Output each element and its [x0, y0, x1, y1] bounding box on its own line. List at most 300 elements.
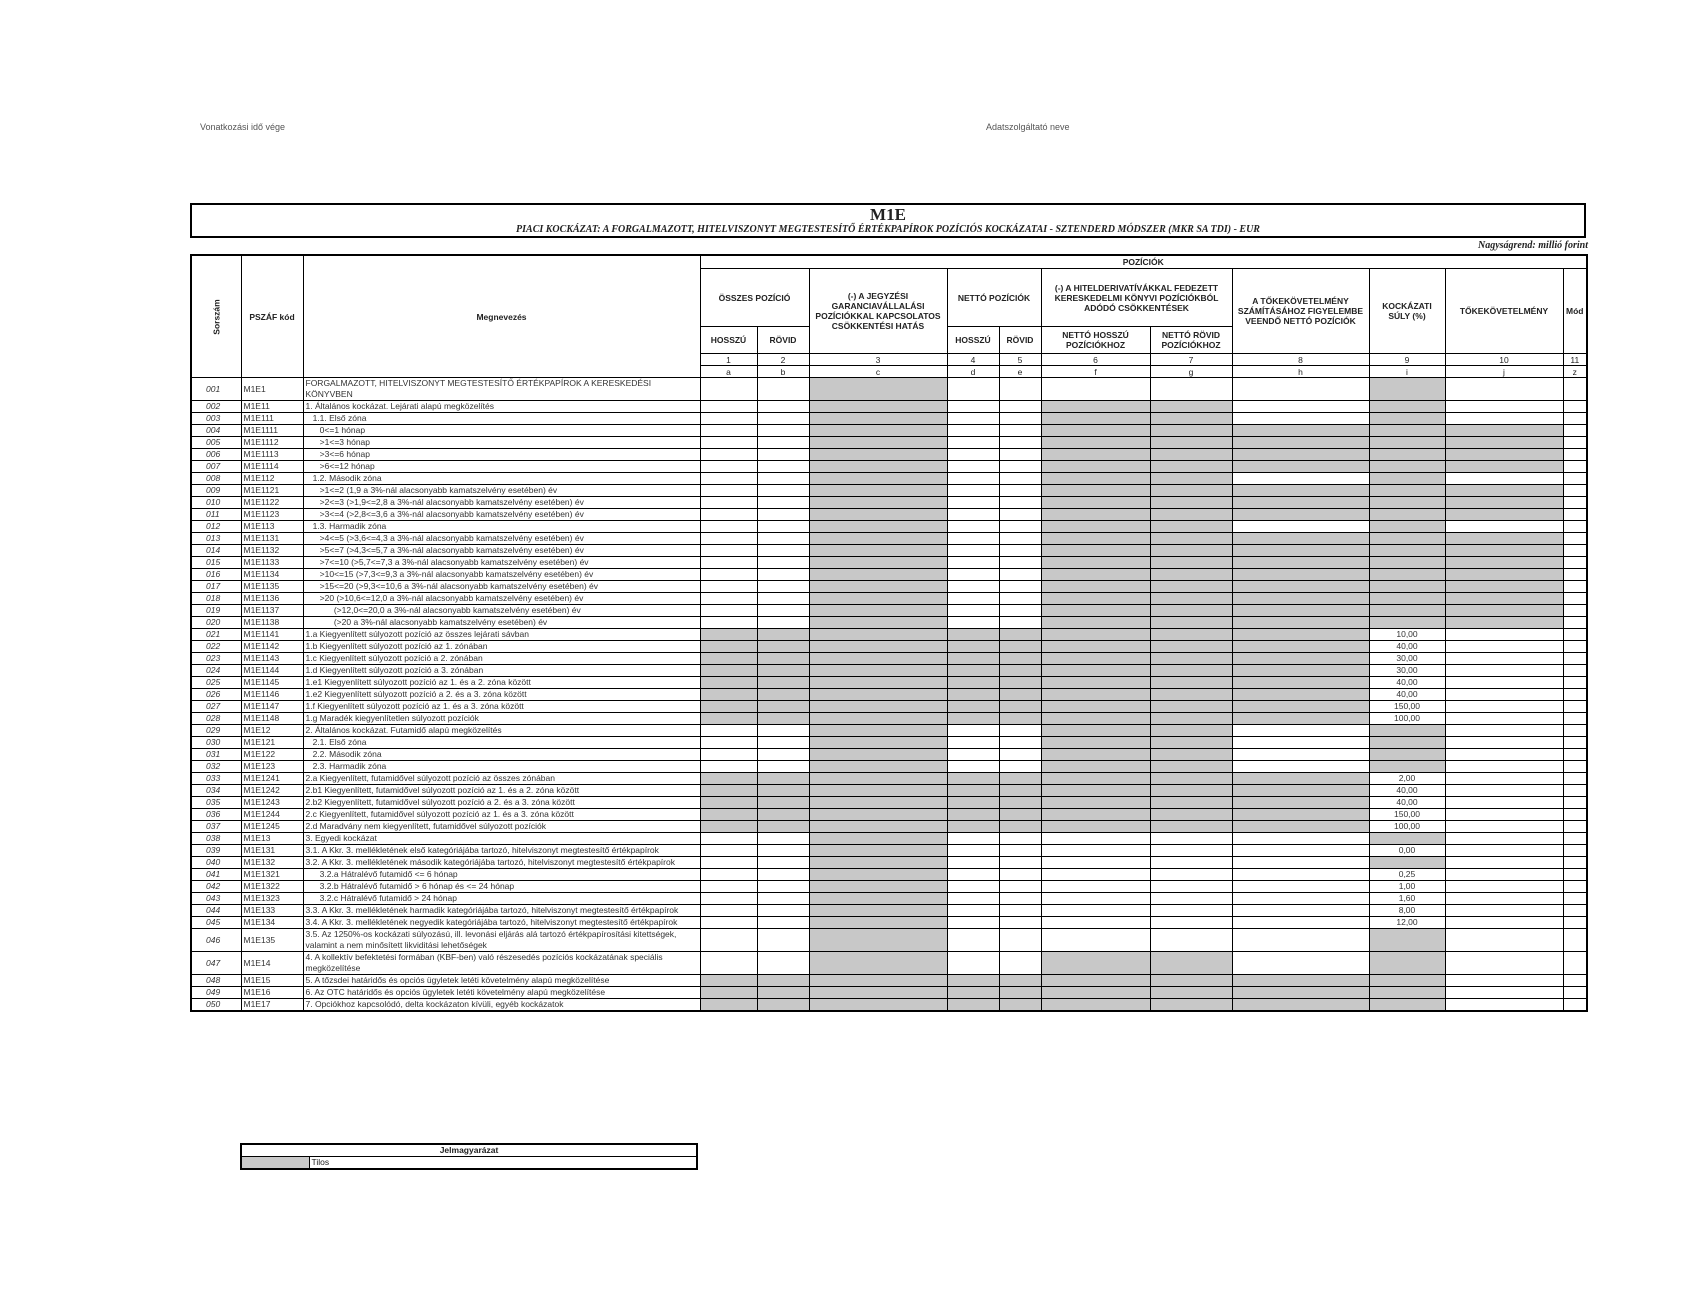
- data-cell[interactable]: [1150, 857, 1232, 869]
- data-cell[interactable]: [757, 761, 809, 773]
- data-cell[interactable]: [947, 569, 999, 581]
- data-cell[interactable]: [947, 905, 999, 917]
- forbidden-cell: [700, 641, 757, 653]
- data-cell[interactable]: [1445, 975, 1563, 987]
- data-cell[interactable]: [947, 917, 999, 929]
- data-cell[interactable]: [700, 833, 757, 845]
- data-cell[interactable]: [700, 881, 757, 893]
- data-cell[interactable]: [999, 881, 1041, 893]
- data-cell[interactable]: [1232, 473, 1369, 485]
- data-cell[interactable]: [700, 917, 757, 929]
- data-cell[interactable]: [700, 581, 757, 593]
- data-cell[interactable]: [757, 857, 809, 869]
- data-cell[interactable]: [1563, 545, 1587, 557]
- data-cell[interactable]: 1,00: [1369, 881, 1445, 893]
- data-cell[interactable]: [947, 557, 999, 569]
- data-cell[interactable]: [1563, 773, 1587, 785]
- data-cell[interactable]: [999, 449, 1041, 461]
- data-cell[interactable]: [700, 545, 757, 557]
- data-cell[interactable]: [1445, 821, 1563, 833]
- data-cell[interactable]: [1041, 929, 1150, 952]
- data-cell[interactable]: [1445, 701, 1563, 713]
- data-cell[interactable]: [999, 545, 1041, 557]
- data-cell[interactable]: [947, 737, 999, 749]
- data-cell[interactable]: [700, 497, 757, 509]
- data-cell[interactable]: [947, 761, 999, 773]
- data-cell[interactable]: [757, 869, 809, 881]
- data-cell[interactable]: [700, 569, 757, 581]
- data-cell[interactable]: 40,00: [1369, 641, 1445, 653]
- data-cell[interactable]: [700, 869, 757, 881]
- data-cell[interactable]: [700, 533, 757, 545]
- data-cell[interactable]: [1041, 869, 1150, 881]
- data-cell[interactable]: [757, 413, 809, 425]
- data-cell[interactable]: [700, 521, 757, 533]
- data-cell[interactable]: [1563, 761, 1587, 773]
- data-cell[interactable]: [1445, 665, 1563, 677]
- data-cell[interactable]: [1041, 833, 1150, 845]
- data-cell[interactable]: [1232, 881, 1369, 893]
- data-cell[interactable]: [700, 509, 757, 521]
- data-cell[interactable]: [700, 593, 757, 605]
- data-cell[interactable]: [757, 725, 809, 737]
- data-cell[interactable]: [1445, 905, 1563, 917]
- data-cell[interactable]: [757, 917, 809, 929]
- data-cell[interactable]: [1563, 569, 1587, 581]
- data-cell[interactable]: [999, 845, 1041, 857]
- data-cell[interactable]: [999, 737, 1041, 749]
- data-cell[interactable]: [1445, 629, 1563, 641]
- data-cell[interactable]: [1563, 629, 1587, 641]
- data-cell[interactable]: [757, 473, 809, 485]
- data-cell[interactable]: [757, 845, 809, 857]
- data-cell[interactable]: [757, 569, 809, 581]
- forbidden-cell: [1369, 545, 1445, 557]
- data-cell[interactable]: [700, 473, 757, 485]
- data-cell[interactable]: [1150, 905, 1232, 917]
- data-cell[interactable]: [1041, 917, 1150, 929]
- data-cell[interactable]: [757, 401, 809, 413]
- data-cell[interactable]: [947, 533, 999, 545]
- data-cell[interactable]: [1563, 401, 1587, 413]
- data-cell[interactable]: [757, 893, 809, 905]
- data-cell[interactable]: [700, 725, 757, 737]
- data-cell[interactable]: [999, 917, 1041, 929]
- data-cell[interactable]: [700, 485, 757, 497]
- data-cell[interactable]: [700, 401, 757, 413]
- col-header-sorszam: Sorszám: [191, 255, 241, 378]
- data-cell[interactable]: [947, 749, 999, 761]
- data-cell[interactable]: [1563, 905, 1587, 917]
- data-cell[interactable]: [757, 437, 809, 449]
- data-cell[interactable]: 100,00: [1369, 821, 1445, 833]
- data-cell[interactable]: [999, 533, 1041, 545]
- data-cell[interactable]: [947, 497, 999, 509]
- data-cell[interactable]: [1041, 845, 1150, 857]
- data-cell[interactable]: [700, 605, 757, 617]
- table-row: [191, 952, 1587, 975]
- data-cell[interactable]: [1232, 725, 1369, 737]
- data-cell[interactable]: [1563, 881, 1587, 893]
- data-cell[interactable]: [1563, 449, 1587, 461]
- data-cell[interactable]: [1563, 725, 1587, 737]
- data-cell[interactable]: [700, 413, 757, 425]
- data-cell[interactable]: [999, 425, 1041, 437]
- data-cell[interactable]: [1563, 845, 1587, 857]
- data-cell[interactable]: [1563, 999, 1587, 1012]
- data-cell[interactable]: [999, 869, 1041, 881]
- data-cell[interactable]: [1445, 857, 1563, 869]
- data-cell[interactable]: 0,25: [1369, 869, 1445, 881]
- data-cell[interactable]: [999, 893, 1041, 905]
- data-cell[interactable]: [1150, 378, 1232, 401]
- data-cell[interactable]: [999, 473, 1041, 485]
- data-cell[interactable]: [999, 461, 1041, 473]
- data-cell[interactable]: [947, 473, 999, 485]
- data-cell[interactable]: [1232, 893, 1369, 905]
- data-cell[interactable]: [947, 378, 999, 401]
- data-cell[interactable]: 30,00: [1369, 653, 1445, 665]
- data-cell[interactable]: [1563, 593, 1587, 605]
- data-cell[interactable]: [999, 569, 1041, 581]
- data-cell[interactable]: [757, 533, 809, 545]
- data-cell[interactable]: [700, 378, 757, 401]
- data-cell[interactable]: [947, 952, 999, 975]
- data-cell[interactable]: [1150, 881, 1232, 893]
- data-cell[interactable]: [1445, 713, 1563, 725]
- row-code: M1E1244: [241, 809, 303, 821]
- forbidden-cell: [999, 797, 1041, 809]
- data-cell[interactable]: [1563, 425, 1587, 437]
- data-cell[interactable]: [1563, 437, 1587, 449]
- data-cell[interactable]: 40,00: [1369, 677, 1445, 689]
- data-cell[interactable]: [1041, 857, 1150, 869]
- data-cell[interactable]: [947, 893, 999, 905]
- data-cell[interactable]: [999, 413, 1041, 425]
- forbidden-cell: [1445, 545, 1563, 557]
- data-cell[interactable]: [1445, 809, 1563, 821]
- data-cell[interactable]: [999, 593, 1041, 605]
- data-cell[interactable]: [1041, 378, 1150, 401]
- data-cell[interactable]: [1563, 749, 1587, 761]
- data-cell[interactable]: [947, 461, 999, 473]
- data-cell[interactable]: [1563, 952, 1587, 975]
- data-cell[interactable]: [1232, 737, 1369, 749]
- data-cell[interactable]: [1563, 929, 1587, 952]
- data-cell[interactable]: [1563, 485, 1587, 497]
- data-cell[interactable]: [1232, 413, 1369, 425]
- data-cell[interactable]: [1445, 677, 1563, 689]
- data-cell[interactable]: [947, 413, 999, 425]
- data-cell[interactable]: [757, 461, 809, 473]
- data-cell[interactable]: [757, 485, 809, 497]
- data-cell[interactable]: [700, 893, 757, 905]
- forbidden-cell: [1150, 689, 1232, 701]
- data-cell[interactable]: [947, 857, 999, 869]
- data-cell[interactable]: [999, 857, 1041, 869]
- data-cell[interactable]: [1232, 833, 1369, 845]
- data-cell[interactable]: [1563, 701, 1587, 713]
- forbidden-cell: [1150, 497, 1232, 509]
- forbidden-cell: [1369, 449, 1445, 461]
- data-cell[interactable]: [1445, 999, 1563, 1012]
- forbidden-cell: [947, 785, 999, 797]
- data-cell[interactable]: [1232, 857, 1369, 869]
- data-cell[interactable]: [700, 952, 757, 975]
- data-cell[interactable]: 150,00: [1369, 809, 1445, 821]
- data-cell[interactable]: [1563, 665, 1587, 677]
- data-cell[interactable]: [1563, 987, 1587, 999]
- data-cell[interactable]: 30,00: [1369, 665, 1445, 677]
- data-cell[interactable]: [1445, 689, 1563, 701]
- data-cell[interactable]: [947, 425, 999, 437]
- data-cell[interactable]: [757, 749, 809, 761]
- data-cell[interactable]: 12,00: [1369, 917, 1445, 929]
- data-cell[interactable]: [947, 545, 999, 557]
- data-cell[interactable]: [1232, 869, 1369, 881]
- data-cell[interactable]: [947, 869, 999, 881]
- data-cell[interactable]: [1232, 952, 1369, 975]
- data-cell[interactable]: [1563, 497, 1587, 509]
- data-cell[interactable]: [1563, 378, 1587, 401]
- data-cell[interactable]: [999, 401, 1041, 413]
- data-cell[interactable]: [700, 449, 757, 461]
- data-cell[interactable]: [757, 545, 809, 557]
- data-cell[interactable]: [1232, 521, 1369, 533]
- data-cell[interactable]: [999, 497, 1041, 509]
- data-cell[interactable]: [947, 881, 999, 893]
- data-cell[interactable]: 40,00: [1369, 797, 1445, 809]
- data-cell[interactable]: 10,00: [1369, 629, 1445, 641]
- data-cell[interactable]: [757, 593, 809, 605]
- data-cell[interactable]: [757, 929, 809, 952]
- data-cell[interactable]: [1563, 713, 1587, 725]
- data-cell[interactable]: 40,00: [1369, 785, 1445, 797]
- data-cell[interactable]: [757, 497, 809, 509]
- data-cell[interactable]: [1041, 893, 1150, 905]
- data-cell[interactable]: [1232, 905, 1369, 917]
- data-cell[interactable]: [757, 581, 809, 593]
- data-cell[interactable]: [757, 833, 809, 845]
- data-cell[interactable]: [1563, 797, 1587, 809]
- row-code: M1E1123: [241, 509, 303, 521]
- data-cell[interactable]: [700, 905, 757, 917]
- data-cell[interactable]: [999, 581, 1041, 593]
- row-label: 4. A kollektív befektetési formában (KBF-ben) való részesedés pozíciós kockázatának speciális megközelítése: [303, 952, 700, 975]
- data-cell[interactable]: [757, 905, 809, 917]
- data-cell[interactable]: [999, 833, 1041, 845]
- data-cell[interactable]: [1150, 893, 1232, 905]
- forbidden-cell: [999, 689, 1041, 701]
- forbidden-cell: [1369, 975, 1445, 987]
- data-cell[interactable]: [1563, 473, 1587, 485]
- data-cell[interactable]: [999, 437, 1041, 449]
- data-cell[interactable]: 40,00: [1369, 689, 1445, 701]
- data-cell[interactable]: [1563, 737, 1587, 749]
- data-cell[interactable]: [1150, 869, 1232, 881]
- data-cell[interactable]: [947, 605, 999, 617]
- data-cell[interactable]: [1563, 533, 1587, 545]
- data-cell[interactable]: [999, 509, 1041, 521]
- data-cell[interactable]: [757, 617, 809, 629]
- data-cell[interactable]: [1563, 617, 1587, 629]
- data-cell[interactable]: [1563, 785, 1587, 797]
- data-cell[interactable]: 100,00: [1369, 713, 1445, 725]
- data-cell[interactable]: [1445, 833, 1563, 845]
- data-cell[interactable]: [1563, 893, 1587, 905]
- data-cell[interactable]: 0,00: [1369, 845, 1445, 857]
- data-cell[interactable]: [999, 485, 1041, 497]
- data-cell[interactable]: [757, 449, 809, 461]
- data-cell[interactable]: [1563, 641, 1587, 653]
- data-cell[interactable]: [1445, 893, 1563, 905]
- data-cell[interactable]: [1563, 917, 1587, 929]
- table-row: [191, 905, 1587, 917]
- data-cell[interactable]: [700, 749, 757, 761]
- data-cell[interactable]: [947, 509, 999, 521]
- forbidden-cell: [1041, 569, 1150, 581]
- data-cell[interactable]: [1445, 929, 1563, 952]
- data-cell[interactable]: [1445, 797, 1563, 809]
- data-cell[interactable]: [1445, 378, 1563, 401]
- data-cell[interactable]: [757, 605, 809, 617]
- data-cell[interactable]: 1,60: [1369, 893, 1445, 905]
- data-cell[interactable]: [947, 725, 999, 737]
- data-cell[interactable]: [1445, 785, 1563, 797]
- data-cell[interactable]: [1563, 461, 1587, 473]
- data-cell[interactable]: [999, 905, 1041, 917]
- data-cell[interactable]: [1563, 413, 1587, 425]
- data-cell[interactable]: [757, 881, 809, 893]
- data-cell[interactable]: [947, 401, 999, 413]
- forbidden-cell: [1041, 401, 1150, 413]
- data-cell[interactable]: [1563, 857, 1587, 869]
- data-cell[interactable]: [999, 521, 1041, 533]
- data-cell[interactable]: [1445, 869, 1563, 881]
- data-cell[interactable]: [947, 833, 999, 845]
- data-cell[interactable]: [1150, 929, 1232, 952]
- data-cell[interactable]: [757, 557, 809, 569]
- data-cell[interactable]: [1563, 653, 1587, 665]
- data-cell[interactable]: [757, 952, 809, 975]
- data-cell[interactable]: [1563, 677, 1587, 689]
- data-cell[interactable]: [1232, 917, 1369, 929]
- data-cell[interactable]: [1445, 773, 1563, 785]
- data-cell[interactable]: [700, 845, 757, 857]
- data-cell[interactable]: [1041, 905, 1150, 917]
- data-cell[interactable]: [999, 761, 1041, 773]
- data-cell[interactable]: [1232, 929, 1369, 952]
- data-cell[interactable]: [1445, 845, 1563, 857]
- data-cell[interactable]: [700, 737, 757, 749]
- data-cell[interactable]: [1563, 521, 1587, 533]
- data-cell[interactable]: [757, 521, 809, 533]
- data-cell[interactable]: [1232, 749, 1369, 761]
- data-cell[interactable]: [1445, 881, 1563, 893]
- data-cell[interactable]: [999, 557, 1041, 569]
- data-cell[interactable]: [757, 425, 809, 437]
- data-cell[interactable]: [999, 725, 1041, 737]
- data-cell[interactable]: [757, 737, 809, 749]
- data-cell[interactable]: [1563, 821, 1587, 833]
- data-cell[interactable]: [1150, 833, 1232, 845]
- data-cell[interactable]: [1445, 761, 1563, 773]
- data-cell[interactable]: [999, 952, 1041, 975]
- data-cell[interactable]: [947, 485, 999, 497]
- row-label: >3<=4 (>2,8<=3,6 a 3%-nál alacsonyabb kamatszelvény esetében) év: [303, 509, 700, 521]
- data-cell[interactable]: [1563, 809, 1587, 821]
- forbidden-cell: [1369, 413, 1445, 425]
- data-cell[interactable]: [1445, 653, 1563, 665]
- data-cell[interactable]: [947, 593, 999, 605]
- data-cell[interactable]: [1150, 917, 1232, 929]
- data-cell[interactable]: [1232, 378, 1369, 401]
- data-cell[interactable]: [947, 449, 999, 461]
- data-cell[interactable]: [1445, 917, 1563, 929]
- data-cell[interactable]: [1445, 521, 1563, 533]
- data-cell[interactable]: [999, 749, 1041, 761]
- data-cell[interactable]: [700, 425, 757, 437]
- data-cell[interactable]: [1563, 975, 1587, 987]
- data-cell[interactable]: [947, 581, 999, 593]
- data-cell[interactable]: [1563, 581, 1587, 593]
- data-cell[interactable]: [947, 929, 999, 952]
- data-cell[interactable]: [947, 521, 999, 533]
- data-cell[interactable]: [1445, 641, 1563, 653]
- data-cell[interactable]: [700, 557, 757, 569]
- data-cell[interactable]: [1232, 845, 1369, 857]
- data-cell[interactable]: 150,00: [1369, 701, 1445, 713]
- data-cell[interactable]: [1445, 413, 1563, 425]
- data-cell[interactable]: [700, 461, 757, 473]
- data-cell[interactable]: [700, 857, 757, 869]
- data-cell[interactable]: [999, 605, 1041, 617]
- data-cell[interactable]: [700, 617, 757, 629]
- data-cell[interactable]: [1445, 952, 1563, 975]
- data-cell[interactable]: [1232, 761, 1369, 773]
- data-cell[interactable]: [999, 617, 1041, 629]
- data-cell[interactable]: [1150, 845, 1232, 857]
- data-cell[interactable]: [700, 761, 757, 773]
- data-cell[interactable]: [999, 929, 1041, 952]
- data-cell[interactable]: [1445, 749, 1563, 761]
- data-cell[interactable]: [1232, 401, 1369, 413]
- data-cell[interactable]: [1041, 881, 1150, 893]
- data-cell[interactable]: [700, 929, 757, 952]
- data-cell[interactable]: [1563, 869, 1587, 881]
- data-cell[interactable]: [999, 378, 1041, 401]
- data-cell[interactable]: [1445, 725, 1563, 737]
- data-cell[interactable]: 2,00: [1369, 773, 1445, 785]
- table-row: [191, 425, 1587, 437]
- data-cell[interactable]: [1445, 987, 1563, 999]
- data-cell[interactable]: [947, 617, 999, 629]
- data-cell[interactable]: [1563, 605, 1587, 617]
- data-cell[interactable]: [1563, 689, 1587, 701]
- data-cell[interactable]: [1563, 557, 1587, 569]
- data-cell[interactable]: [1445, 737, 1563, 749]
- data-cell[interactable]: [1445, 401, 1563, 413]
- data-cell[interactable]: [700, 437, 757, 449]
- data-cell[interactable]: [757, 509, 809, 521]
- data-cell[interactable]: [947, 437, 999, 449]
- data-cell[interactable]: [757, 378, 809, 401]
- data-cell[interactable]: [1445, 473, 1563, 485]
- data-cell[interactable]: 8,00: [1369, 905, 1445, 917]
- data-cell[interactable]: [1563, 509, 1587, 521]
- data-cell[interactable]: [1563, 833, 1587, 845]
- data-cell[interactable]: [947, 845, 999, 857]
